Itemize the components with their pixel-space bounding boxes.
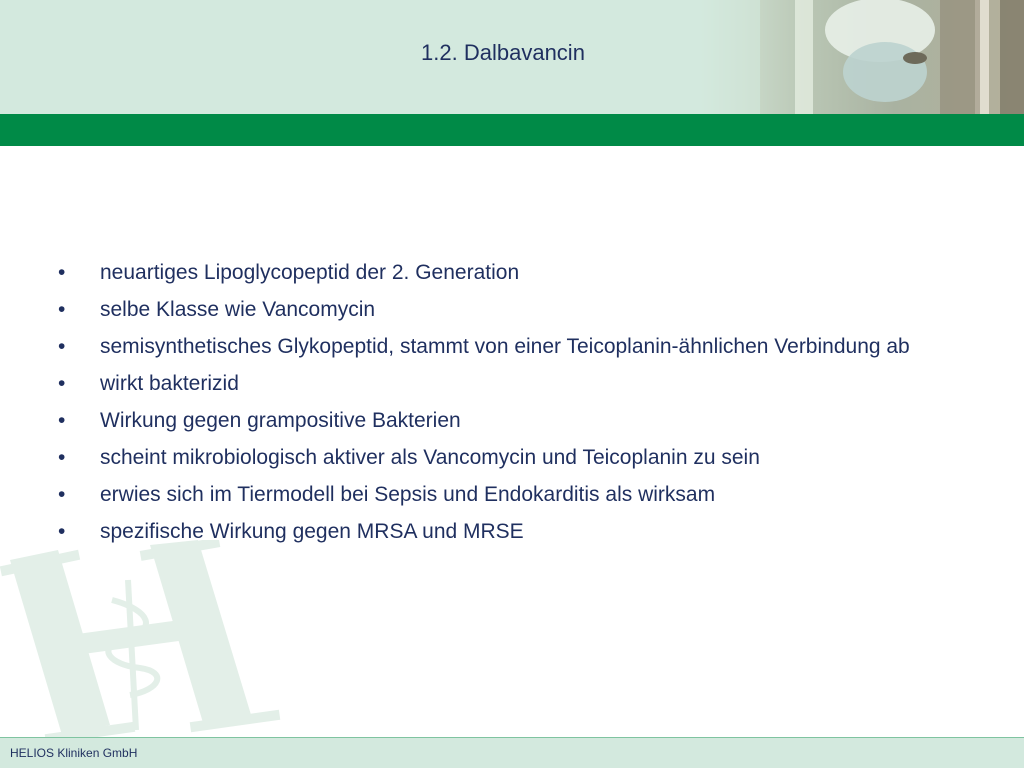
bullet-text: neuartiges Lipoglycopeptid der 2. Generation xyxy=(100,261,520,284)
bullet-list xyxy=(58,258,958,554)
bullet-dot: • xyxy=(58,520,66,543)
list-item xyxy=(58,443,958,473)
bullet-text: selbe Klasse wie Vancomycin xyxy=(100,298,376,321)
bullet-text: Wirkung gegen grampositive Bakterien xyxy=(100,409,461,432)
list-item xyxy=(58,369,958,399)
bullet-dot: • xyxy=(58,409,66,432)
accent-bar xyxy=(0,114,1024,146)
bullet-dot: • xyxy=(58,446,66,469)
bullet-dot: • xyxy=(58,298,66,321)
bullet-text: semisynthetisches Glykopeptid, stammt von einer Teicoplanin-ähnlichen Verbindung ab xyxy=(100,335,910,358)
bullet-text: erwies sich im Tiermodell bei Sepsis und Endokarditis als wirksam xyxy=(100,483,716,506)
list-item xyxy=(58,258,958,288)
bullet-dot: • xyxy=(58,372,66,395)
bullet-text: wirkt bakterizid xyxy=(100,372,239,395)
bullet-dot: • xyxy=(58,335,66,358)
list-item xyxy=(58,295,958,325)
list-item xyxy=(58,406,958,436)
header-band xyxy=(0,0,1024,114)
bullet-dot: • xyxy=(58,483,66,506)
bullet-dot: • xyxy=(58,261,66,284)
slide-title: 1.2. Dalbavancin xyxy=(421,40,585,65)
footer xyxy=(0,738,1024,768)
footer-company: HELIOS Kliniken GmbH xyxy=(10,746,138,760)
bullet-text: scheint mikrobiologisch aktiver als Vancomycin und Teicoplanin zu sein xyxy=(100,446,760,469)
bullet-text: spezifische Wirkung gegen MRSA und MRSE xyxy=(100,520,524,543)
list-item xyxy=(58,480,958,510)
list-item xyxy=(58,332,958,362)
helios-h-logo-icon xyxy=(0,540,300,740)
list-item xyxy=(58,517,958,547)
